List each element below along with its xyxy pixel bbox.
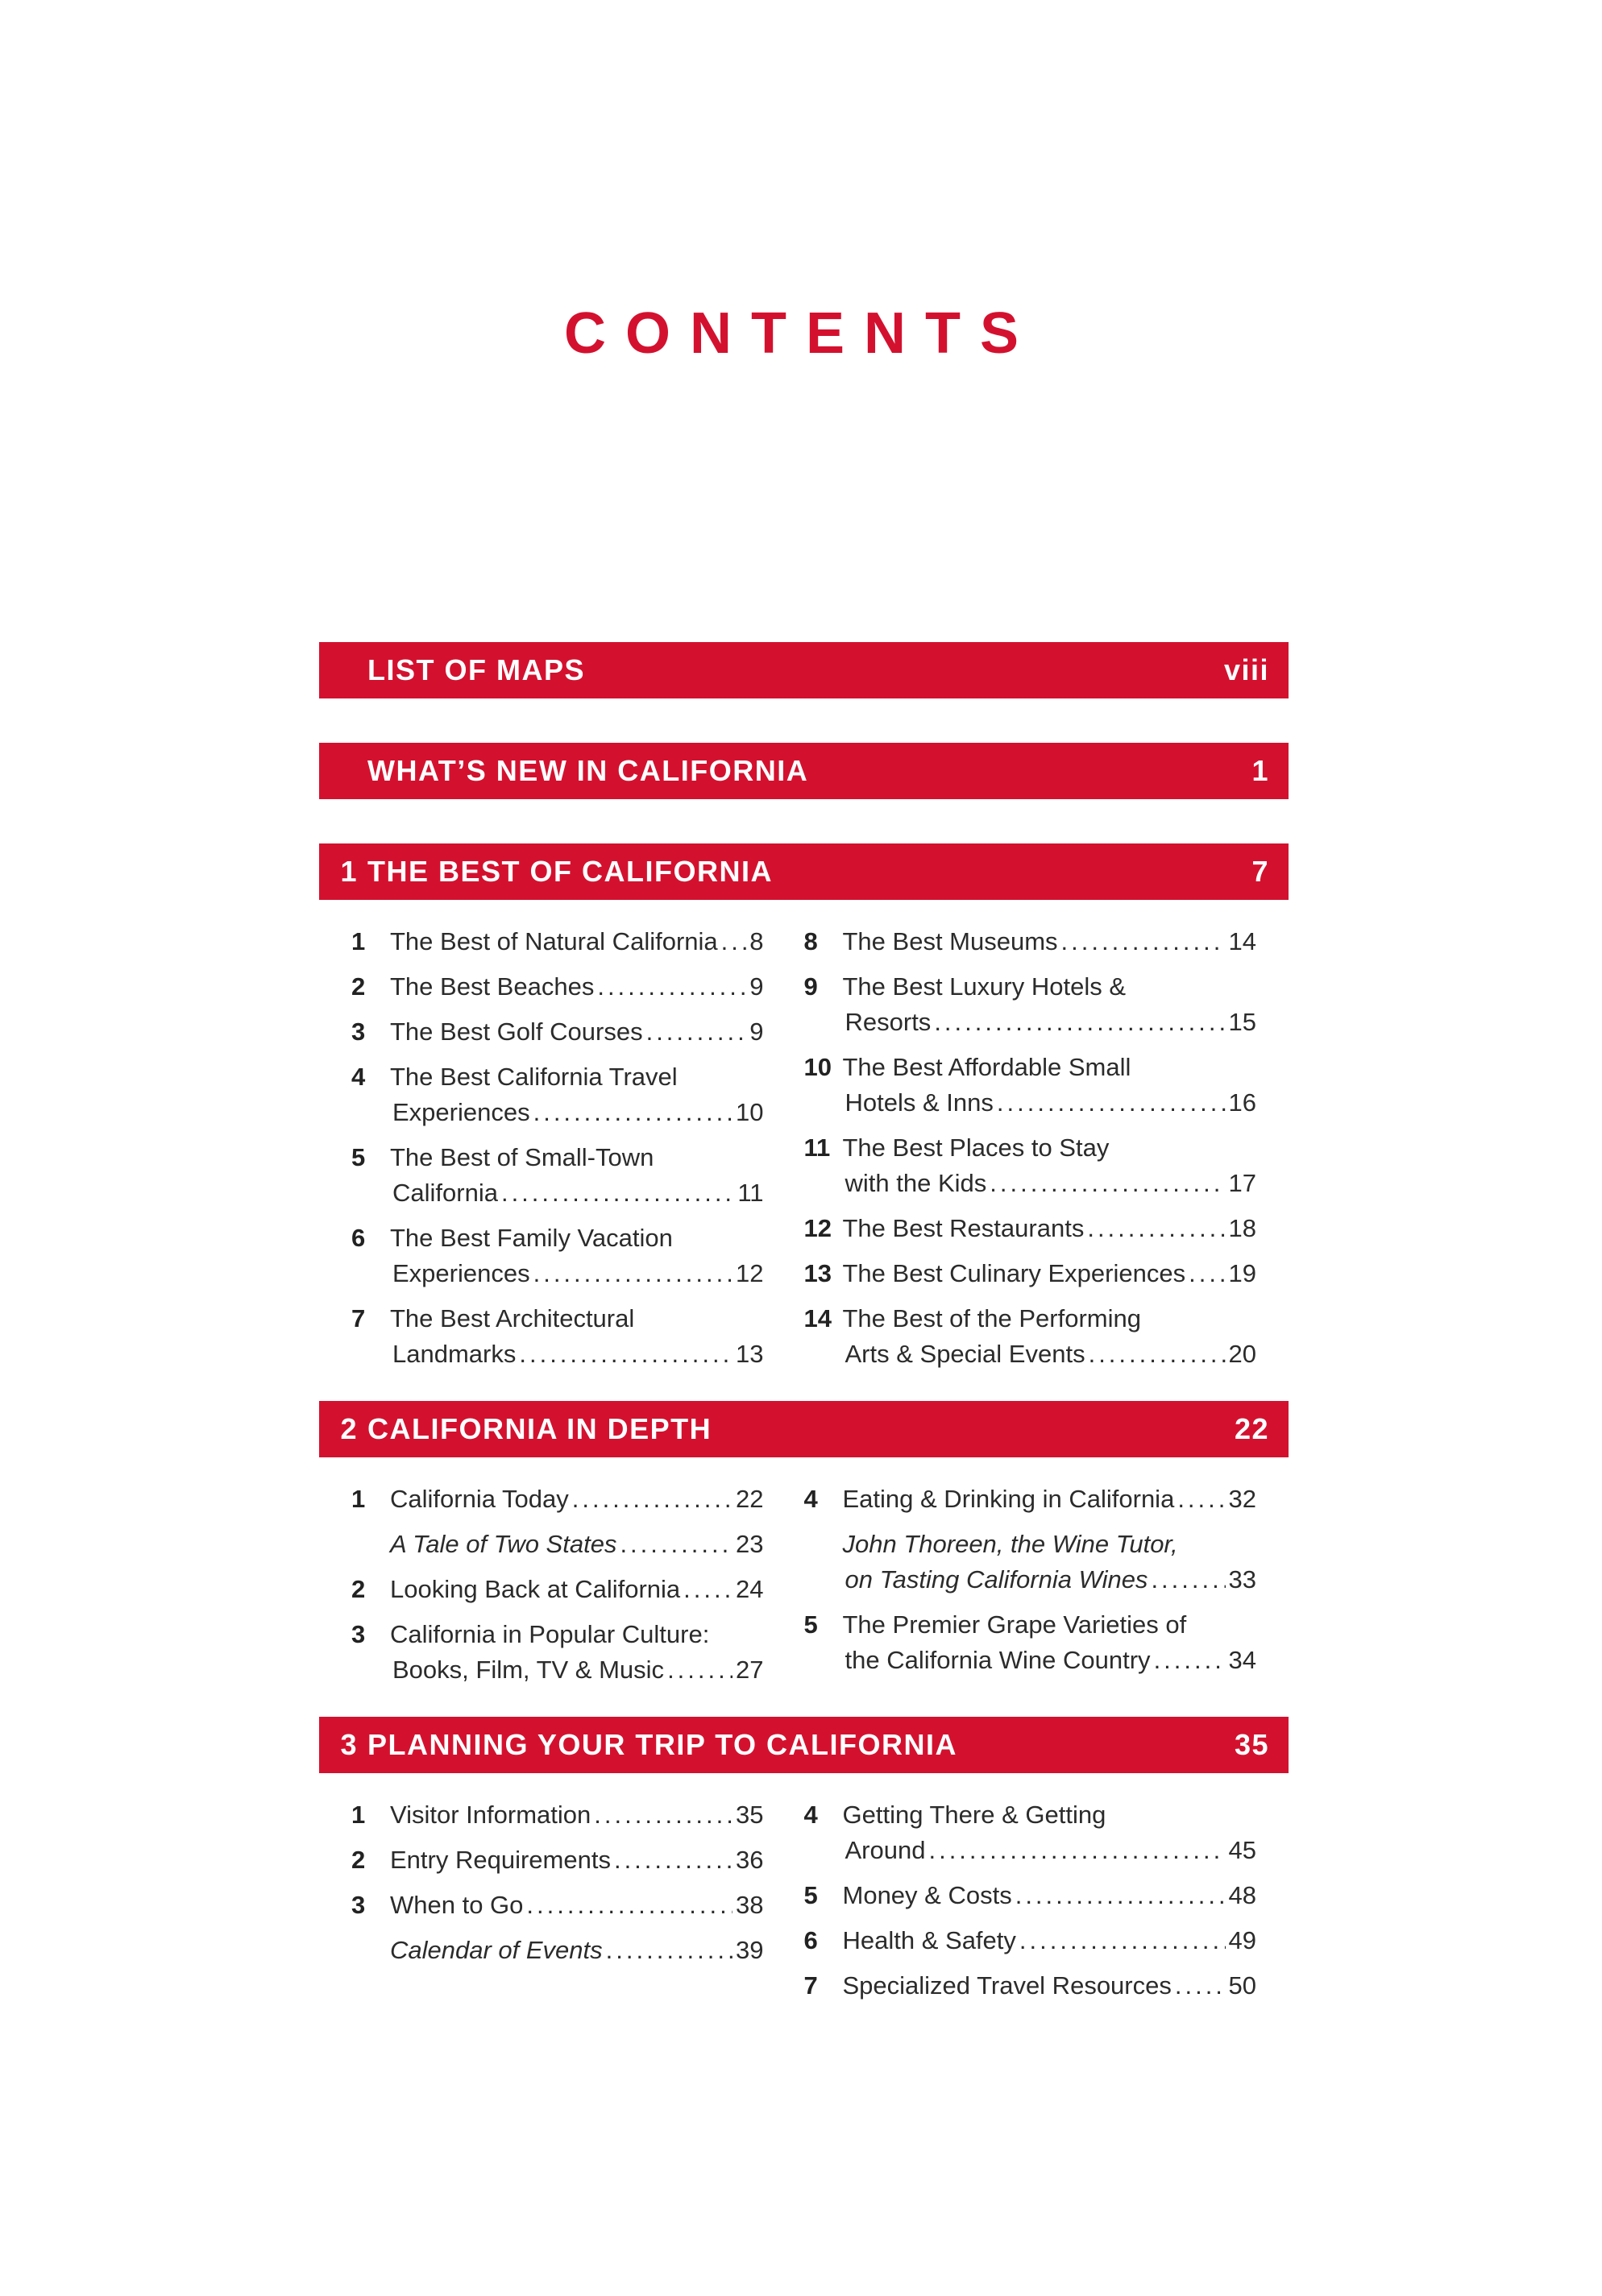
- entry-title: Health & Safety: [842, 1926, 1016, 1954]
- entry-body: [390, 1933, 764, 1968]
- entry-title: The Best Restaurants: [842, 1214, 1085, 1242]
- entry-title: John Thoreen, the Wine Tutor,: [842, 1530, 1178, 1558]
- chapter-header[interactable]: [319, 1717, 1289, 1773]
- entry-body: [390, 1797, 764, 1833]
- chapter-title: LIST OF MAPS: [367, 653, 585, 686]
- entry-title: Experiences: [392, 1259, 530, 1287]
- entry-body: [390, 1572, 764, 1607]
- entry-title: California: [392, 1179, 498, 1207]
- entry-number: 1: [351, 1801, 366, 1829]
- entry-page: 17: [1228, 1169, 1256, 1197]
- leader-dots: [1151, 1562, 1225, 1598]
- toc-entry[interactable]: [319, 969, 764, 1005]
- leader-dots: [1089, 1337, 1226, 1372]
- entry-number: 6: [351, 1224, 366, 1252]
- toc-entry[interactable]: [319, 1482, 764, 1517]
- entry-line: [390, 1482, 764, 1517]
- entry-number: 9: [803, 972, 818, 1001]
- entry-title: The Best of the Performing: [842, 1304, 1141, 1332]
- chapter-entries: [319, 1797, 1289, 2013]
- chapter-title: THE BEST OF CALIFORNIA: [367, 855, 773, 888]
- entry-line: [390, 1140, 764, 1175]
- entry-title: The Best Architectural: [390, 1304, 635, 1332]
- chapter-number: 3: [340, 1728, 358, 1761]
- entry-title: The Best Places to Stay: [842, 1133, 1110, 1162]
- entry-number: 10: [803, 1053, 832, 1081]
- entry-line: [843, 1166, 1257, 1201]
- entry-line: [843, 969, 1257, 1005]
- section-spacer: [319, 2013, 1289, 2033]
- leader-dots: [1019, 1923, 1226, 1958]
- section-spacer: [319, 1382, 1289, 1401]
- entry-body: [843, 969, 1257, 1040]
- entry-number: 13: [803, 1259, 832, 1287]
- entry-line: [390, 1175, 764, 1211]
- entry-title: Hotels & Inns: [845, 1088, 994, 1117]
- entry-title: The Premier Grape Varieties of: [842, 1610, 1187, 1639]
- entry-page: 36: [736, 1846, 764, 1874]
- page-title: CONTENTS: [564, 301, 1038, 366]
- entry-body: [843, 1527, 1257, 1598]
- entry-line: [390, 969, 764, 1005]
- toc-entry[interactable]: [319, 1014, 764, 1050]
- chapter-number: 2: [340, 1412, 358, 1445]
- entry-number: 1: [351, 927, 366, 955]
- entry-title: Getting There & Getting: [842, 1801, 1106, 1829]
- entry-title: with the Kids: [845, 1169, 987, 1197]
- toc-entry[interactable]: [804, 969, 1257, 1040]
- toc-entry[interactable]: [804, 1527, 1257, 1598]
- entry-line: [390, 1652, 764, 1688]
- entry-body: [390, 1140, 764, 1211]
- chapter-page: viii: [1223, 653, 1269, 686]
- chapter-page: 7: [1251, 855, 1269, 888]
- leader-dots: [501, 1175, 734, 1211]
- leader-dots: [721, 924, 747, 959]
- entry-number: 7: [803, 1971, 818, 2000]
- toc-entry[interactable]: [804, 1797, 1257, 1868]
- toc-entry[interactable]: [319, 1221, 764, 1291]
- entry-page: 19: [1228, 1259, 1256, 1287]
- entry-title: Arts & Special Events: [845, 1340, 1085, 1368]
- right-column: [804, 1482, 1289, 1697]
- entry-title: The Best of Small-Town: [390, 1143, 654, 1171]
- leader-dots: [519, 1337, 733, 1372]
- entry-page: 39: [736, 1936, 764, 1964]
- entry-page: 18: [1228, 1214, 1256, 1242]
- left-column: [319, 924, 804, 1382]
- entry-page: 35: [736, 1801, 764, 1829]
- entry-body: [843, 1482, 1257, 1517]
- entry-number: 4: [803, 1801, 818, 1829]
- entry-line: [843, 1211, 1257, 1246]
- entry-title: Landmarks: [392, 1340, 517, 1368]
- entry-page: 33: [1228, 1565, 1256, 1594]
- toc-entry[interactable]: [804, 1482, 1257, 1517]
- leader-dots: [614, 1842, 733, 1878]
- chapter-title: CALIFORNIA IN DEPTH: [367, 1412, 712, 1445]
- entry-page: 48: [1228, 1881, 1256, 1909]
- entry-number: 14: [803, 1304, 832, 1332]
- entry-line: [843, 1527, 1257, 1562]
- entry-page: 13: [736, 1340, 764, 1368]
- entry-page: 14: [1228, 927, 1256, 955]
- toc-entry[interactable]: [319, 1527, 764, 1562]
- entry-line: [843, 1607, 1257, 1643]
- entry-line: [843, 1968, 1257, 2004]
- entry-title: The Best of Natural California: [390, 927, 718, 955]
- entry-line: [843, 1050, 1257, 1085]
- entry-title: A Tale of Two States: [390, 1530, 617, 1558]
- entry-page: 38: [736, 1891, 764, 1919]
- entry-body: [843, 1301, 1257, 1372]
- leader-dots: [1061, 924, 1226, 959]
- section-spacer: [319, 1697, 1289, 1717]
- leader-dots: [1015, 1878, 1226, 1913]
- entry-body: [390, 1888, 764, 1923]
- entry-number: 4: [803, 1485, 818, 1513]
- entry-body: [843, 924, 1257, 959]
- entry-number: 1: [351, 1485, 366, 1513]
- entry-body: [843, 1797, 1257, 1868]
- chapter-entries: [319, 924, 1289, 1382]
- entry-body: [843, 1211, 1257, 1246]
- entry-body: [843, 1968, 1257, 2004]
- chapter-header[interactable]: [319, 642, 1289, 698]
- entry-title: the California Wine Country: [845, 1646, 1151, 1674]
- toc-entry[interactable]: [319, 1140, 764, 1211]
- toc-entry[interactable]: [319, 1059, 764, 1130]
- leader-dots: [533, 1256, 733, 1291]
- chapter-page: 35: [1234, 1728, 1269, 1761]
- entry-title: Eating & Drinking in California: [842, 1485, 1175, 1513]
- entry-number: 2: [351, 1846, 366, 1874]
- entry-number: 8: [803, 927, 818, 955]
- entry-line: [390, 1337, 764, 1372]
- entry-line: [843, 1337, 1257, 1372]
- entry-line: [843, 1833, 1257, 1868]
- entry-title: Books, Film, TV & Music: [392, 1656, 665, 1684]
- entry-body: [843, 1130, 1257, 1201]
- entry-title: The Best Beaches: [390, 972, 595, 1001]
- entry-number: 12: [803, 1214, 832, 1242]
- entry-line: [390, 1221, 764, 1256]
- chapter-page: 22: [1234, 1412, 1269, 1445]
- entry-line: [843, 1643, 1257, 1678]
- entry-title: California in Popular Culture:: [390, 1620, 710, 1648]
- leader-dots: [928, 1833, 1225, 1868]
- leader-dots: [597, 969, 746, 1005]
- entry-title: Specialized Travel Resources: [842, 1971, 1172, 2000]
- entry-page: 49: [1228, 1926, 1256, 1954]
- entry-page: 16: [1228, 1088, 1256, 1117]
- left-column: [319, 1482, 804, 1697]
- entry-title: Money & Costs: [842, 1881, 1012, 1909]
- toc-entry[interactable]: [804, 1256, 1257, 1291]
- entry-body: [390, 1301, 764, 1372]
- entry-title: California Today: [390, 1485, 569, 1513]
- entry-title: The Best Museums: [842, 927, 1058, 955]
- entry-line: [390, 1842, 764, 1878]
- entry-page: 9: [749, 1017, 764, 1046]
- toc-entry[interactable]: [804, 1050, 1257, 1121]
- entry-body: [843, 1050, 1257, 1121]
- entry-page: 10: [736, 1098, 764, 1126]
- entry-title: When to Go: [390, 1891, 524, 1919]
- entry-line: [390, 1797, 764, 1833]
- leader-dots: [1177, 1482, 1225, 1517]
- leader-dots: [1189, 1256, 1225, 1291]
- entry-line: [843, 924, 1257, 959]
- toc-entry[interactable]: [319, 1933, 764, 1968]
- entry-title: Looking Back at California: [390, 1575, 681, 1603]
- leader-dots: [934, 1005, 1225, 1040]
- entry-body: [390, 1617, 764, 1688]
- entry-line: [390, 1617, 764, 1652]
- entry-number: 5: [803, 1610, 818, 1639]
- entry-line: [390, 1933, 764, 1968]
- entry-line: [843, 1130, 1257, 1166]
- entry-body: [843, 1256, 1257, 1291]
- entry-line: [843, 1005, 1257, 1040]
- entry-title: Experiences: [392, 1098, 530, 1126]
- section-spacer: [319, 799, 1289, 843]
- entry-line: [843, 1923, 1257, 1958]
- leader-dots: [1175, 1968, 1226, 2004]
- entry-line: [843, 1256, 1257, 1291]
- entry-title: The Best Affordable Small: [842, 1053, 1131, 1081]
- leader-dots: [533, 1095, 733, 1130]
- entry-page: 34: [1228, 1646, 1256, 1674]
- leader-dots: [572, 1482, 733, 1517]
- entry-line: [843, 1878, 1257, 1913]
- leader-dots: [667, 1652, 733, 1688]
- entry-number: 5: [803, 1881, 818, 1909]
- entry-body: [390, 1842, 764, 1878]
- entry-title: Visitor Information: [390, 1801, 591, 1829]
- chapter-number: 1: [340, 855, 358, 888]
- entry-page: 27: [736, 1656, 764, 1684]
- entry-body: [390, 1482, 764, 1517]
- entry-number: 7: [351, 1304, 366, 1332]
- toc-entry[interactable]: [804, 1211, 1257, 1246]
- entry-page: 8: [749, 927, 764, 955]
- entry-line: [390, 1527, 764, 1562]
- entry-page: 23: [736, 1530, 764, 1558]
- entry-number: 3: [351, 1017, 366, 1046]
- entry-line: [390, 1095, 764, 1130]
- entry-title: The Best California Travel: [390, 1063, 678, 1091]
- toc-entry[interactable]: [804, 1130, 1257, 1201]
- entry-number: 2: [351, 972, 366, 1001]
- chapter-header[interactable]: [319, 743, 1289, 799]
- entry-number: 6: [803, 1926, 818, 1954]
- table-of-contents: [319, 642, 1289, 2033]
- entry-line: [843, 1301, 1257, 1337]
- entry-title: Entry Requirements: [390, 1846, 611, 1874]
- entry-number: 11: [803, 1133, 831, 1162]
- entry-title: The Best Culinary Experiences: [842, 1259, 1186, 1287]
- right-column: [804, 924, 1289, 1382]
- toc-entry[interactable]: [319, 1572, 764, 1607]
- toc-entry[interactable]: [319, 1888, 764, 1923]
- toc-entry[interactable]: [319, 1301, 764, 1372]
- entry-page: 20: [1228, 1340, 1256, 1368]
- toc-entry[interactable]: [319, 1842, 764, 1878]
- entry-line: [843, 1797, 1257, 1833]
- entry-page: 22: [736, 1485, 764, 1513]
- entry-title: Resorts: [845, 1008, 932, 1036]
- entry-line: [843, 1482, 1257, 1517]
- entry-body: [390, 1014, 764, 1050]
- entry-page: 24: [736, 1575, 764, 1603]
- leader-dots: [990, 1166, 1225, 1201]
- entry-line: [390, 1572, 764, 1607]
- leader-dots: [620, 1527, 733, 1562]
- leader-dots: [606, 1933, 733, 1968]
- toc-entry[interactable]: [319, 1617, 764, 1688]
- leader-dots: [1087, 1211, 1225, 1246]
- entry-page: 11: [737, 1179, 764, 1207]
- leader-dots: [526, 1888, 733, 1923]
- entry-title: The Best Luxury Hotels &: [842, 972, 1126, 1001]
- entry-title: The Best Golf Courses: [390, 1017, 643, 1046]
- entry-number: 2: [351, 1575, 366, 1603]
- entry-page: 12: [736, 1259, 764, 1287]
- toc-entry[interactable]: [804, 1301, 1257, 1372]
- leader-dots: [594, 1797, 733, 1833]
- leader-dots: [997, 1085, 1226, 1121]
- entry-page: 9: [749, 972, 764, 1001]
- entry-title: Calendar of Events: [390, 1936, 603, 1964]
- leader-dots: [1154, 1643, 1226, 1678]
- toc-entry[interactable]: [804, 1923, 1257, 1958]
- entry-line: [390, 1301, 764, 1337]
- chapter-title: PLANNING YOUR TRIP TO CALIFORNIA: [367, 1728, 958, 1761]
- left-column: [319, 1797, 804, 2013]
- chapter-header[interactable]: [319, 1401, 1289, 1457]
- entry-body: [390, 924, 764, 959]
- entry-page: 15: [1228, 1008, 1256, 1036]
- chapter-header[interactable]: [319, 843, 1289, 900]
- entry-page: 32: [1228, 1485, 1256, 1513]
- entry-line: [390, 1059, 764, 1095]
- entry-title: on Tasting California Wines: [845, 1565, 1148, 1594]
- chapter-entries: [319, 1482, 1289, 1697]
- entry-line: [390, 1888, 764, 1923]
- toc-entry[interactable]: [804, 1878, 1257, 1913]
- chapter-title: WHAT’S NEW IN CALIFORNIA: [367, 754, 809, 787]
- entry-page: 50: [1228, 1971, 1256, 2000]
- leader-dots: [683, 1572, 733, 1607]
- entry-body: [390, 969, 764, 1005]
- entry-title: The Best Family Vacation: [390, 1224, 673, 1252]
- entry-body: [843, 1878, 1257, 1913]
- entry-body: [390, 1527, 764, 1562]
- toc-entry[interactable]: [804, 924, 1257, 959]
- entry-body: [390, 1059, 764, 1130]
- entry-body: [843, 1923, 1257, 1958]
- toc-entry[interactable]: [319, 924, 764, 959]
- leader-dots: [646, 1014, 747, 1050]
- entry-line: [390, 1014, 764, 1050]
- entry-line: [843, 1085, 1257, 1121]
- toc-entry[interactable]: [319, 1797, 764, 1833]
- entry-line: [843, 1562, 1257, 1598]
- toc-entry[interactable]: [804, 1968, 1257, 2004]
- entry-title: Around: [845, 1836, 926, 1864]
- entry-body: [390, 1221, 764, 1291]
- toc-entry[interactable]: [804, 1607, 1257, 1678]
- entry-line: [390, 924, 764, 959]
- section-spacer: [319, 698, 1289, 743]
- entry-body: [843, 1607, 1257, 1678]
- entry-number: 3: [351, 1891, 366, 1919]
- right-column: [804, 1797, 1289, 2013]
- chapter-page: 1: [1251, 754, 1269, 787]
- entry-number: 5: [351, 1143, 366, 1171]
- entry-number: 4: [351, 1063, 366, 1091]
- entry-line: [390, 1256, 764, 1291]
- entry-number: 3: [351, 1620, 366, 1648]
- entry-page: 45: [1228, 1836, 1256, 1864]
